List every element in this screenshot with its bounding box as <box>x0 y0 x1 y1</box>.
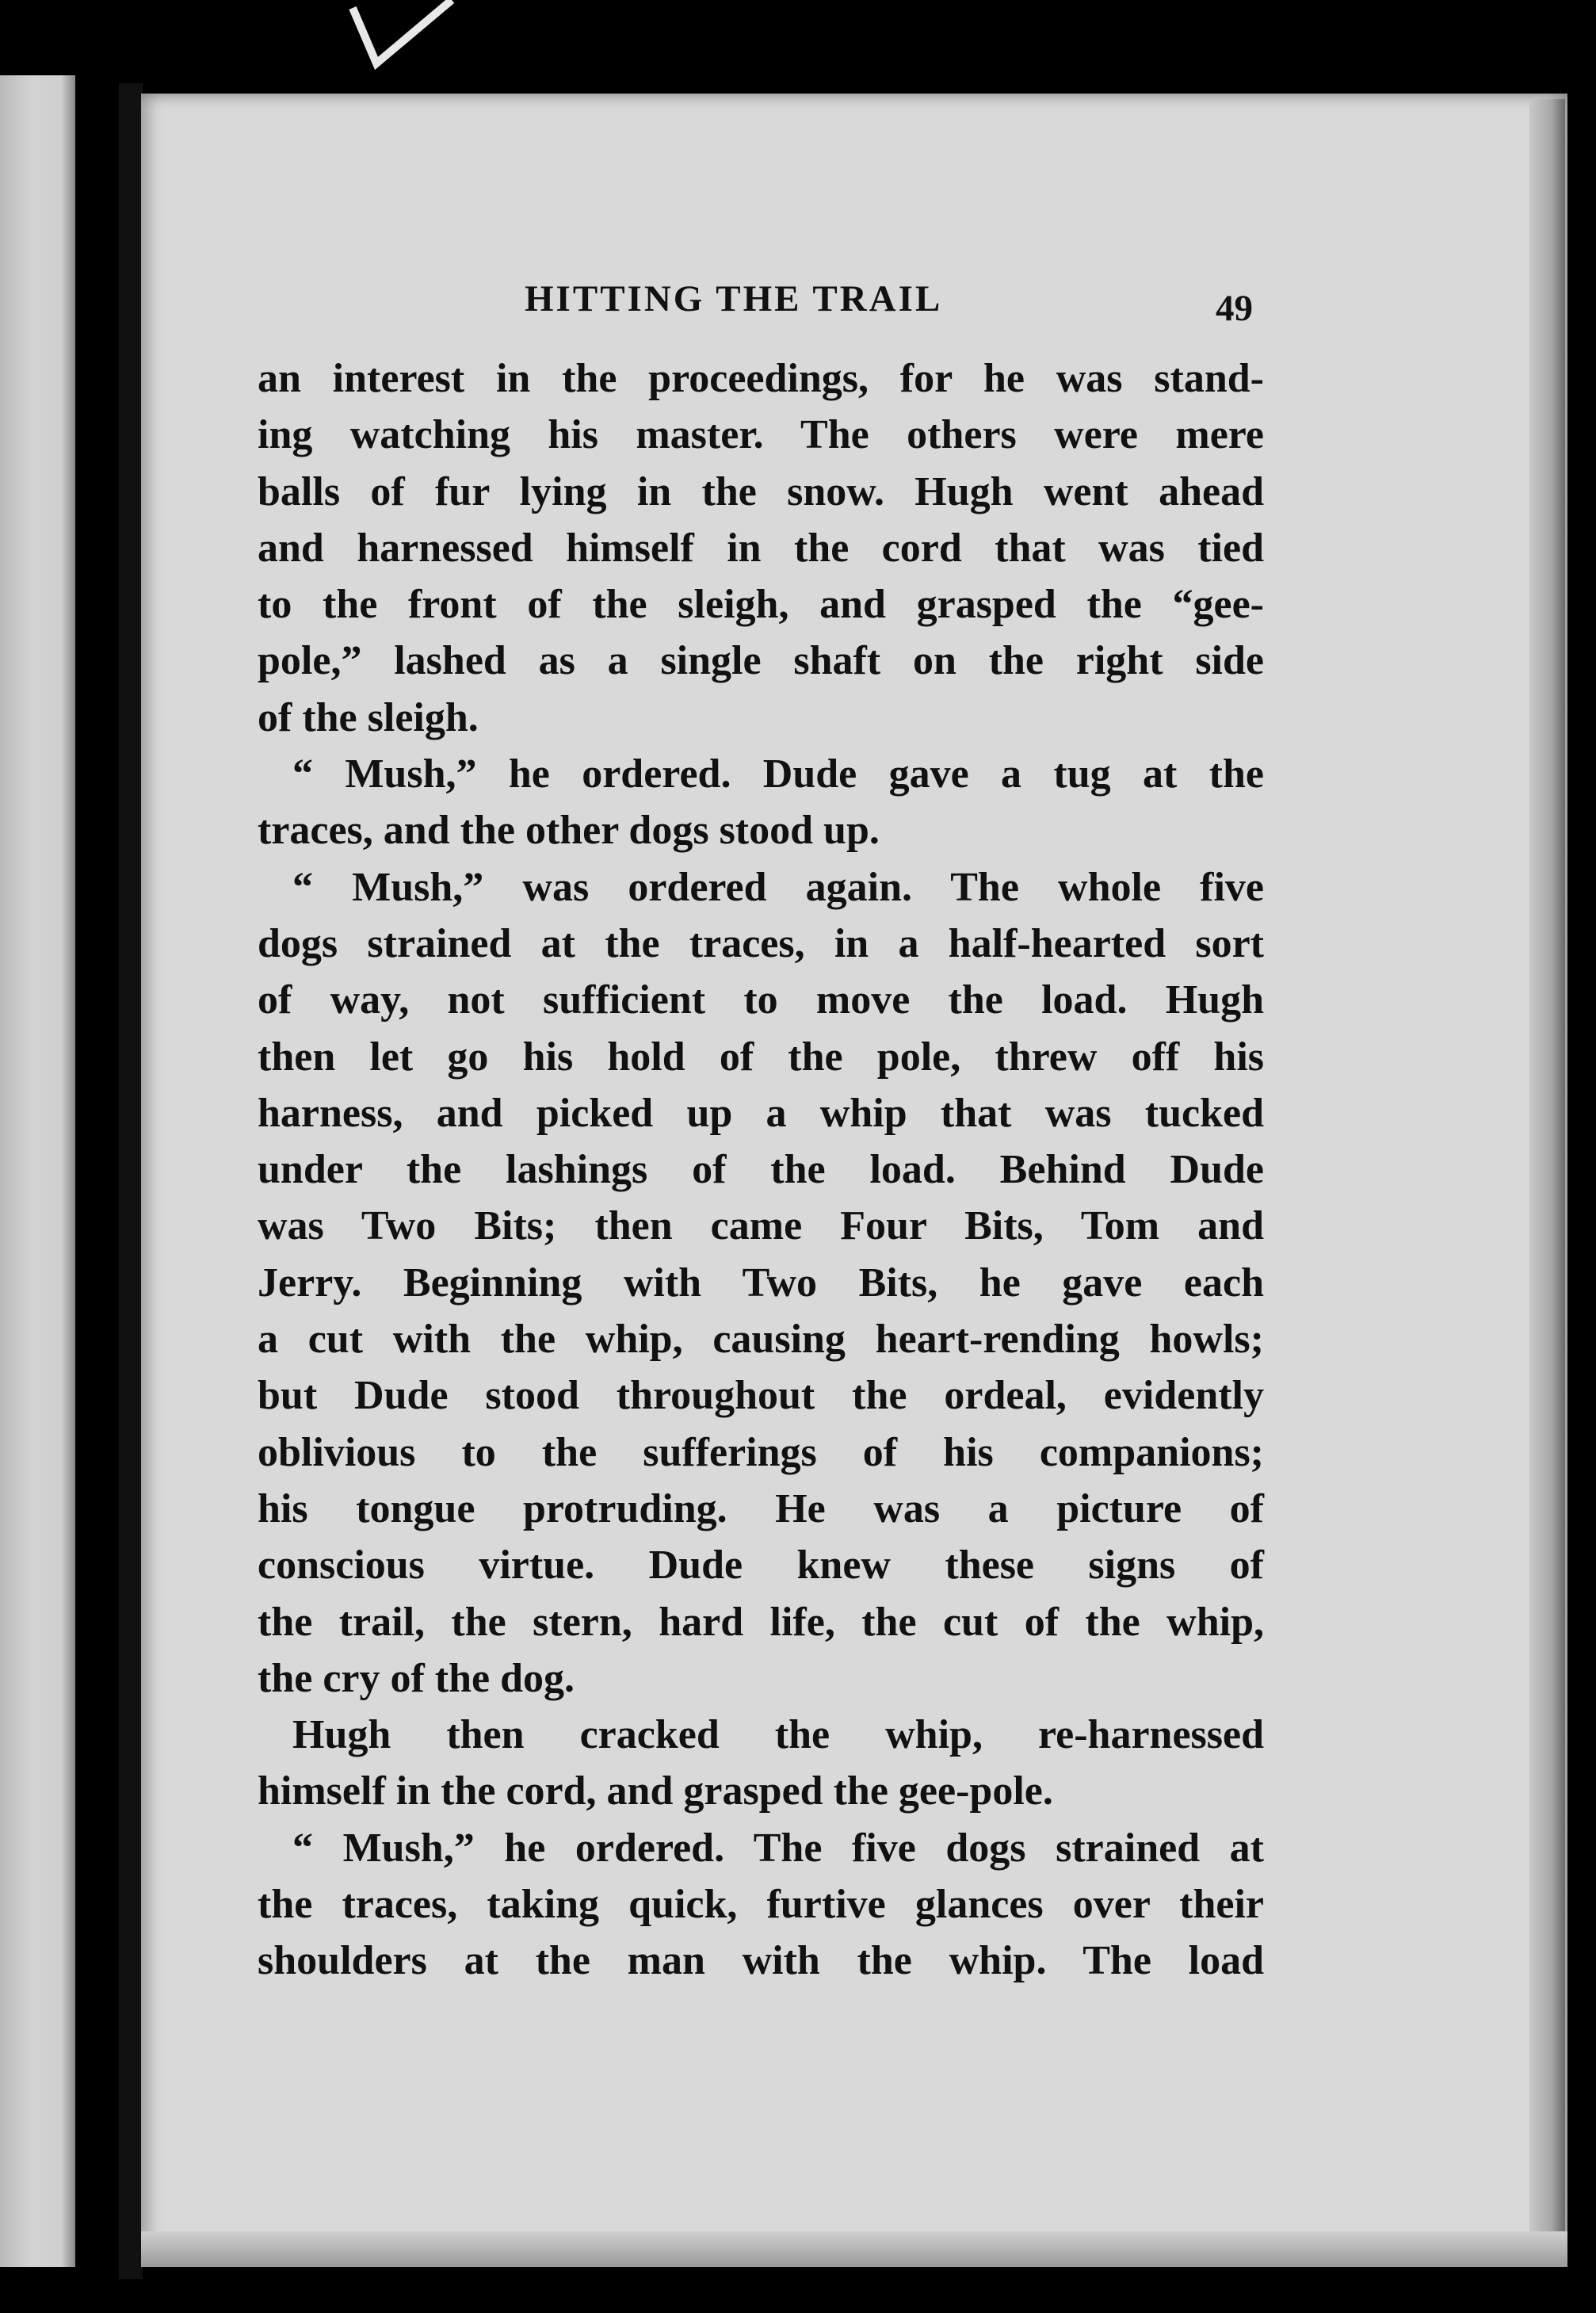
text-line: shoulders at the man with the whip. The load <box>258 1938 1264 1984</box>
page-number: 49 <box>1216 288 1253 329</box>
text-line: dogs strained at the traces, in a half-hearted sort <box>258 920 1264 966</box>
adjacent-page-edge <box>0 75 75 2267</box>
text-line: the trail, the stern, hard life, the cut of the whip, <box>258 1599 1264 1645</box>
text-line: an interest in the proceedings, for he was stand- <box>258 356 1264 401</box>
body-text <box>258 350 1264 1990</box>
text-line: of the sleigh. <box>258 694 479 740</box>
page-right-edge <box>1529 99 1565 2263</box>
text-line: to the front of the sleigh, and grasped the “gee- <box>258 582 1264 628</box>
text-line: of way, not sufficient to move the load. Hugh <box>258 977 1264 1023</box>
text-line: conscious virtue. Dude knew these signs of <box>258 1543 1264 1589</box>
text-line: oblivious to the sufferings of his companions; <box>258 1429 1264 1475</box>
text-line: his tongue protruding. He was a picture of <box>258 1485 1264 1531</box>
text-line: “ Mush,” he ordered. The five dogs strained at <box>292 1825 1264 1871</box>
text-line: traces, and the other dogs stood up. <box>258 808 880 854</box>
text-line: was Two Bits; then came Four Bits, Tom and <box>258 1203 1264 1249</box>
text-line: and harnessed himself in the cord that was tied <box>258 525 1264 571</box>
text-line: the traces, taking quick, furtive glances over their <box>258 1882 1264 1928</box>
page-bottom-edge <box>141 2231 1567 2267</box>
text-line: under the lashings of the load. Behind Dude <box>258 1147 1264 1193</box>
book-gutter <box>119 83 143 2279</box>
text-line: a cut with the whip, causing heart-rending howls; <box>258 1317 1264 1363</box>
text-line: ing watching his master. The others were mere <box>258 412 1264 458</box>
text-line: then let go his hold of the pole, threw off his <box>258 1034 1264 1080</box>
text-line: “ Mush,” was ordered again. The whole five <box>292 864 1264 910</box>
text-line: harness, and picked up a whip that was tucked <box>258 1090 1264 1136</box>
check-mark-icon <box>349 0 460 71</box>
text-line: but Dude stood throughout the ordeal, evidently <box>258 1373 1264 1419</box>
text-line: pole,” lashed as a single shaft on the right side <box>258 638 1264 684</box>
running-title: HITTING THE TRAIL <box>525 278 943 319</box>
text-line: balls of fur lying in the snow. Hugh went ahead <box>258 468 1264 514</box>
text-line: the cry of the dog. <box>258 1655 575 1701</box>
text-line: Jerry. Beginning with Two Bits, he gave each <box>258 1260 1264 1306</box>
text-line: Hugh then cracked the whip, re-harnessed <box>292 1712 1264 1758</box>
text-line: “ Mush,” he ordered. Dude gave a tug at the <box>292 751 1264 797</box>
text-line: himself in the cord, and grasped the gee-pole. <box>258 1768 1053 1814</box>
